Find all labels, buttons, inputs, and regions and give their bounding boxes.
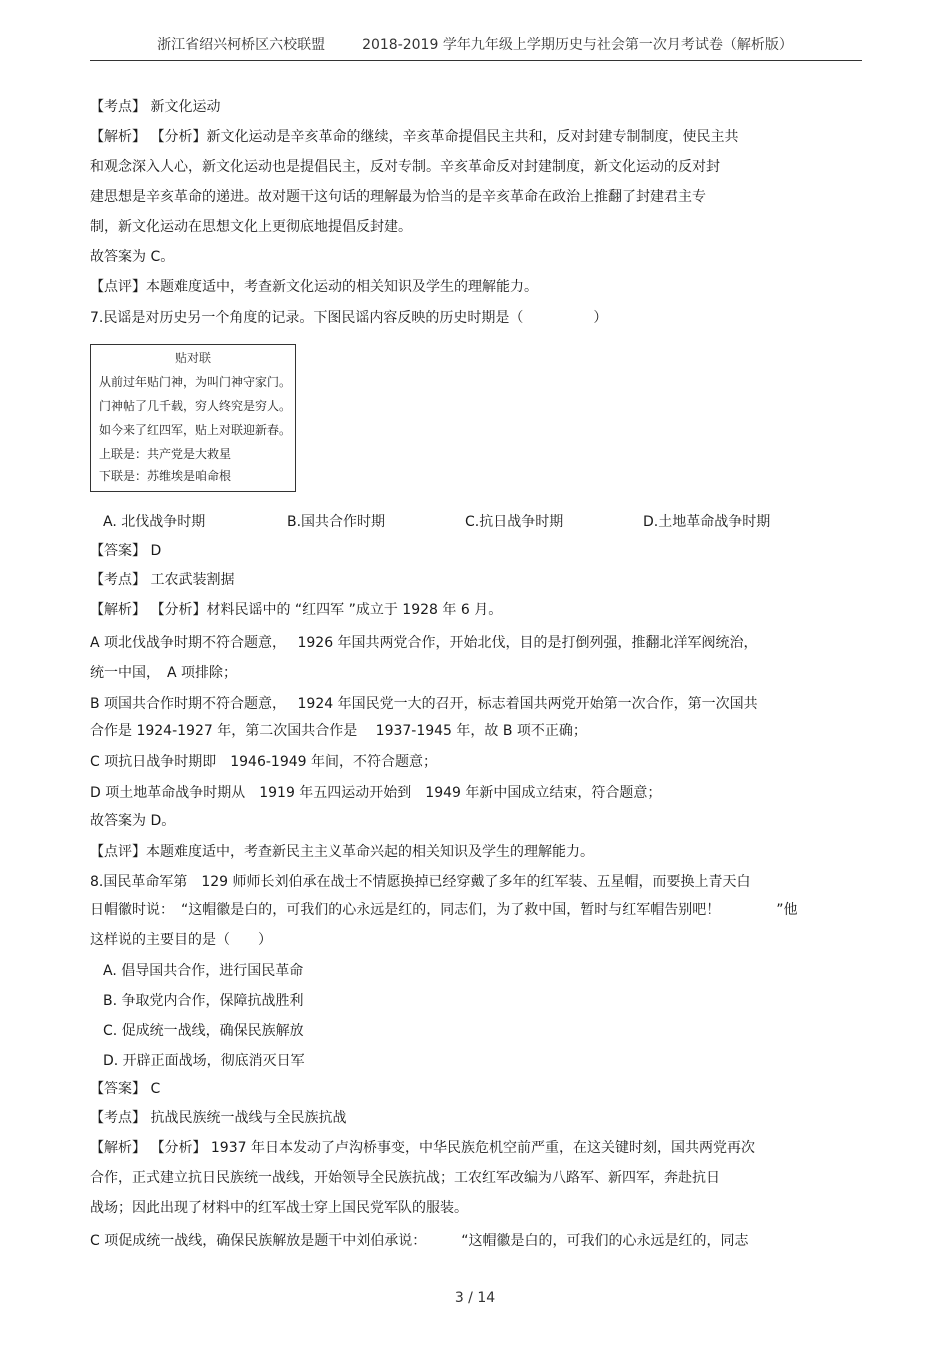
text-line: 统一中国， A 项排除； bbox=[90, 665, 238, 681]
text-line: 【考点】 抗战民族统一战线与全民族抗战 bbox=[90, 1110, 347, 1126]
option-c: C.抗日战争时期 bbox=[465, 514, 564, 530]
option-b: B.国共合作时期 bbox=[287, 514, 386, 530]
question-8: 这样说的主要目的是（ ） bbox=[90, 932, 272, 948]
comment-line: 【点评】本题难度适中，考查新民主主义革命兴起的相关知识及学生的理解能力。 bbox=[90, 844, 594, 860]
question-8: 日帽徽时说： “这帽徽是白的，可我们的心永远是红的，同志们，为了救中国，暂时与红军帽告别吧！ ”他 bbox=[90, 902, 798, 918]
text-line: 建思想是辛亥革命的递进。故对题干这句话的理解最为恰当的是辛亥革命在政治上推翻了封建君主专 bbox=[90, 189, 706, 205]
text-line: A 项北伐战争时期不符合题意， 1926 年国共两党合作，开始北伐，目的是打倒列强，推翻北洋军阀统治， bbox=[90, 635, 758, 651]
page-header bbox=[0, 34, 950, 54]
option-a: A. 倡导国共合作，进行国民革命 bbox=[103, 963, 304, 979]
answer-line: 故答案为 C。 bbox=[90, 249, 175, 265]
text-line: 【解析】 【分析】材料民谣中的 “红四军 ”成立于 1928 年 6 月。 bbox=[90, 602, 503, 618]
text-line: D 项土地革命战争时期从 1919 年五四运动开始到 1949 年新中国成立结束，符合题意； bbox=[90, 785, 662, 801]
answer-line: 故答案为 D。 bbox=[90, 813, 176, 829]
ballad-line: 门神帖了几千载，穷人终究是穷人。 bbox=[99, 399, 292, 413]
text-line: 战场；因此出现了材料中的红军战士穿上国民党军队的服装。 bbox=[90, 1200, 468, 1216]
text-line: 【解析】 【分析】新文化运动是辛亥革命的继续，辛亥革命提倡民主共和，反对封建专制制度，使民主共 bbox=[90, 129, 739, 145]
text-line: 合作，正式建立抗日民族统一战线，开始领导全民族抗战；工农红军改编为八路军、新四军，奔赴抗日 bbox=[90, 1170, 720, 1186]
option-c: C. 促成统一战线，确保民族解放 bbox=[103, 1023, 304, 1039]
ballad-line: 如今来了红四军，贴上对联迎新春。 bbox=[99, 423, 292, 437]
header-exam-title: 2018-2019 学年九年级上学期历史与社会第一次月考试卷（解析版） bbox=[362, 37, 793, 53]
page-number: 3 / 14 bbox=[454, 1290, 496, 1306]
text-line: 和观念深入人心，新文化运动也是提倡民主，反对专制。辛亥革命反对封建制度，新文化运动的反对封 bbox=[90, 159, 720, 175]
option-a: A. 北伐战争时期 bbox=[103, 514, 206, 530]
text-line: 合作是 1924-1927 年，第二次国共合作是 1937-1945 年，故 B 项不正确； bbox=[90, 723, 587, 739]
question-7: 7.民谣是对历史另一个角度的记录。下图民谣内容反映的历史时期是（ ） bbox=[90, 310, 608, 326]
text-line: 【解析】 【分析】 1937 年日本发动了卢沟桥事变，中华民族危机空前严重，在这关键时刻，国共两党再次 bbox=[90, 1140, 755, 1156]
option-d: D.土地革命战争时期 bbox=[643, 514, 771, 530]
answer-line: 【答案】 D bbox=[90, 543, 162, 559]
header-school: 浙江省绍兴柯桥区六校联盟 bbox=[157, 37, 326, 53]
answer-line: 【答案】 C bbox=[90, 1081, 161, 1097]
text-line: B 项国共合作时期不符合题意， 1924 年国民党一大的召开，标志着国共两党开始第一次合作，第一次国共 bbox=[90, 696, 758, 712]
ballad-line: 从前过年贴门神，为叫门神守家门。 bbox=[99, 375, 292, 389]
text-line: C 项促成统一战线，确保民族解放是题干中刘伯承说： “这帽徽是白的，可我们的心永远是红的，同志 bbox=[90, 1233, 749, 1249]
ballad-line: 下联是：苏维埃是咱命根 bbox=[99, 469, 232, 483]
option-d: D. 开辟正面战场，彻底消灭日军 bbox=[103, 1053, 305, 1069]
ballad-title: 贴对联 bbox=[174, 351, 211, 365]
header-divider bbox=[90, 60, 862, 61]
question-8: 8.国民革命军第 129 师师长刘伯承在战士不情愿换掉已经穿戴了多年的红军装、五星帽，而要换上青天白 bbox=[90, 874, 751, 890]
text-line: 制，新文化运动在思想文化上更彻底地提倡反封建。 bbox=[90, 219, 412, 235]
option-b: B. 争取党内合作，保障抗战胜利 bbox=[103, 993, 304, 1009]
text-line: C 项抗日战争时期即 1946-1949 年间，不符合题意； bbox=[90, 754, 437, 770]
ballad-image bbox=[90, 344, 296, 492]
text-line: 【考点】 工农武装割据 bbox=[90, 572, 235, 588]
text-line: 【考点】 新文化运动 bbox=[90, 99, 221, 115]
comment-line: 【点评】本题难度适中，考查新文化运动的相关知识及学生的理解能力。 bbox=[90, 279, 538, 295]
ballad-line: 上联是：共产党是大救星 bbox=[99, 447, 232, 461]
